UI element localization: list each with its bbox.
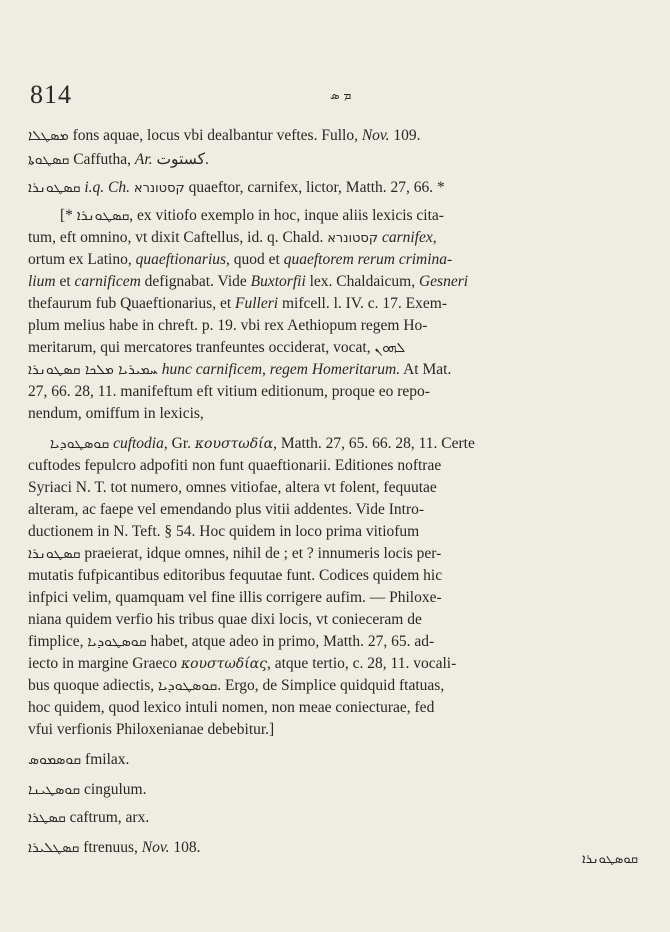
text-line — [28, 406, 204, 422]
text-line — [28, 810, 149, 826]
text-segment: cuftodes fepulcro adpofiti non funt quaeftionarii. Editiones noftrae — [28, 457, 442, 474]
text-segment: defignabat. Vide — [140, 273, 251, 290]
text-segment: quaeftionarius — [135, 251, 227, 268]
text-segment: , Gr. — [163, 435, 195, 452]
text-segment: Caffutha, — [69, 151, 135, 168]
text-line — [28, 340, 405, 356]
text-segment: alteram, ac faepe vel emendando plus vitii addentes. Vide Intro- — [28, 501, 425, 518]
text-line — [28, 568, 442, 584]
syriac-word: ܩܘܣܛܘܕܝܐ — [87, 634, 147, 650]
page-number: 814 — [30, 80, 72, 109]
text-segment: niana quidem verfio his tribus quae dixi locis, vt conieceram de — [28, 611, 422, 628]
text-segment: , atque tertio, c. 28, 11. vocali- — [267, 655, 457, 672]
text-segment: Syriaci N. T. tot numero, omnes vitiofae, altera vt folent, fequutae — [28, 479, 437, 496]
hebrew-word: קסטונרא — [327, 231, 379, 246]
text-line — [28, 752, 129, 768]
text-segment: hunc carnificem, regem Homeritarum. — [161, 361, 401, 378]
text-line — [28, 128, 421, 144]
text-line — [28, 230, 437, 246]
running-head: ܡ ܣ — [330, 88, 352, 102]
text-segment: Nov. — [141, 839, 170, 856]
text-segment: fmilax. — [81, 751, 130, 768]
text-segment: Buxtorfii — [250, 273, 306, 290]
syriac-word: ܩܣܛܪܐ — [28, 810, 66, 826]
text-segment: mutatis fufpicantibus editoribus fequutae funt. Codices quidem hic — [28, 567, 443, 584]
syriac-word: ܩܣܛܘܢܪܐ — [28, 180, 81, 196]
greek-word: κουστωδία — [194, 436, 274, 452]
syriac-word: ܠܗܘܢ — [374, 340, 406, 356]
text-line — [28, 180, 445, 196]
text-segment: . Ergo, de Simplice quidquid ftatuas, — [217, 677, 445, 694]
text-segment: Gesneri — [418, 273, 469, 290]
hebrew-word: קסטונרא — [133, 181, 185, 196]
text-segment: meritarum, qui mercatores tranfeuntes occiderat, vocat, — [28, 339, 375, 356]
text-line — [28, 502, 424, 518]
text-segment: nendum, omiffum in lexicis, — [28, 405, 204, 422]
text-line — [28, 458, 441, 474]
text-segment: carnifex, — [378, 229, 437, 246]
syriac-word: ܩܣܛܠܝܪܐ — [28, 840, 80, 856]
text-line — [50, 436, 475, 452]
text-segment: lium — [28, 273, 56, 290]
syriac-word: ܩܘܣܛܘܕܝܐ — [158, 678, 218, 694]
text-segment: habet, atque adeo in primo, Matth. 27, 65. ad- — [146, 633, 435, 650]
text-segment: Nov. — [361, 127, 390, 144]
text-segment: 109. — [389, 127, 421, 144]
text-line — [28, 362, 451, 378]
text-line — [28, 722, 274, 738]
syriac-word: ܩܘܣܡܘܣ — [28, 752, 82, 768]
text-line — [28, 634, 434, 650]
greek-word: κουστωδίας — [180, 656, 267, 672]
text-segment: , Matth. 27, 65. 66. 28, 11. Certe — [273, 435, 475, 452]
syriac-word: ܚܡܝܪܝܐ ܡܠܟܐ ܩܣܛܘܢܪܐ — [28, 362, 158, 378]
syriac-word: ܩܣܛܘܢܪܐ — [28, 546, 81, 562]
text-segment: , ex vitiofo exemplo in hoc, inque aliis lexicis cita- — [129, 207, 444, 224]
text-line — [28, 318, 427, 334]
text-segment: , quod et — [226, 251, 284, 268]
text-line — [60, 208, 444, 224]
text-segment: i.q. Ch. — [80, 179, 131, 196]
catchword: ܩܘܣܛܘܢܪܐ — [582, 852, 639, 867]
text-segment: lex. Chaldaicum, — [305, 273, 419, 290]
text-line — [28, 782, 146, 798]
text-segment: Fulleri — [235, 295, 279, 312]
text-segment: quaeftorem rerum crimina- — [283, 251, 453, 268]
text-line — [28, 480, 437, 496]
text-segment: thefaurum fub Quaeftionarius, et — [28, 295, 236, 312]
text-segment: Ar. — [134, 151, 153, 168]
text-line — [28, 656, 456, 672]
syriac-word: ܡܣܛܠܐ — [28, 128, 69, 144]
text-segment: ortum ex Latino, — [28, 251, 136, 268]
syriac-word: ܩܘܣܛܘܕܝܐ — [50, 436, 110, 452]
text-segment: plum melius habe in chreft. p. 19. vbi rex Aethiopum regem Ho- — [28, 317, 428, 334]
text-segment: bus quoque adiectis, — [28, 677, 159, 694]
text-segment: et — [55, 273, 75, 290]
text-line — [28, 296, 447, 312]
text-line — [28, 546, 441, 562]
text-segment: cuftodia — [109, 435, 164, 452]
text-line — [28, 678, 444, 694]
text-segment: mifcell. l. IV. c. 17. Exem- — [278, 295, 447, 312]
text-line — [28, 524, 419, 540]
text-segment: [* — [60, 207, 77, 224]
text-segment: كستوت. — [152, 151, 209, 168]
text-segment: ductionem in N. Teft. § 54. Hoc quidem in loco prima vitiofum — [28, 523, 420, 540]
text-segment: At Mat. — [400, 361, 452, 378]
text-line — [28, 252, 452, 268]
text-segment: hoc quidem, quod lexico intuli nomen, non meae coniecturae, fed — [28, 699, 435, 716]
text-segment: 108. — [169, 839, 201, 856]
text-segment: 27, 66. 28, 11. manifeftum eft vitium editionum, proque eo repo- — [28, 383, 430, 400]
text-segment: praeierat, idque omnes, nihil de ; et ? innumeris locis per- — [80, 545, 442, 562]
text-line — [28, 590, 442, 606]
text-segment: ftrenuus, — [79, 839, 142, 856]
text-segment: fons aquae, locus vbi dealbantur veftes. Fullo, — [68, 127, 362, 144]
text-line — [28, 612, 422, 628]
text-segment: caftrum, arx. — [65, 809, 150, 826]
syriac-word: ܩܣܛܘܬܐ — [28, 152, 70, 168]
text-segment: vfui verfionis Philoxenianae debebitur.] — [28, 721, 275, 738]
text-line — [28, 274, 468, 290]
text-segment: carnificem — [74, 273, 141, 290]
text-segment: iecto in margine Graeco — [28, 655, 181, 672]
text-line — [28, 700, 434, 716]
syriac-word: ܩܣܛܘܢܪܐ — [76, 208, 130, 224]
text-segment: quaeftor, carnifex, lictor, Matth. 27, 66. * — [184, 179, 445, 196]
text-segment: infpici velim, quamquam vel fine illis corrigere aufim. — Philoxe- — [28, 589, 442, 606]
text-line — [28, 152, 209, 168]
text-segment: cingulum. — [80, 781, 147, 798]
text-segment: tum, eft omnino, vt dixit Caftellus, id. q. Chald. — [28, 229, 328, 246]
text-line — [28, 384, 430, 400]
text-segment: fimplice, — [28, 633, 88, 650]
text-line — [28, 840, 200, 856]
syriac-word: ܩܘܣܛܝܢܐ — [28, 782, 81, 798]
